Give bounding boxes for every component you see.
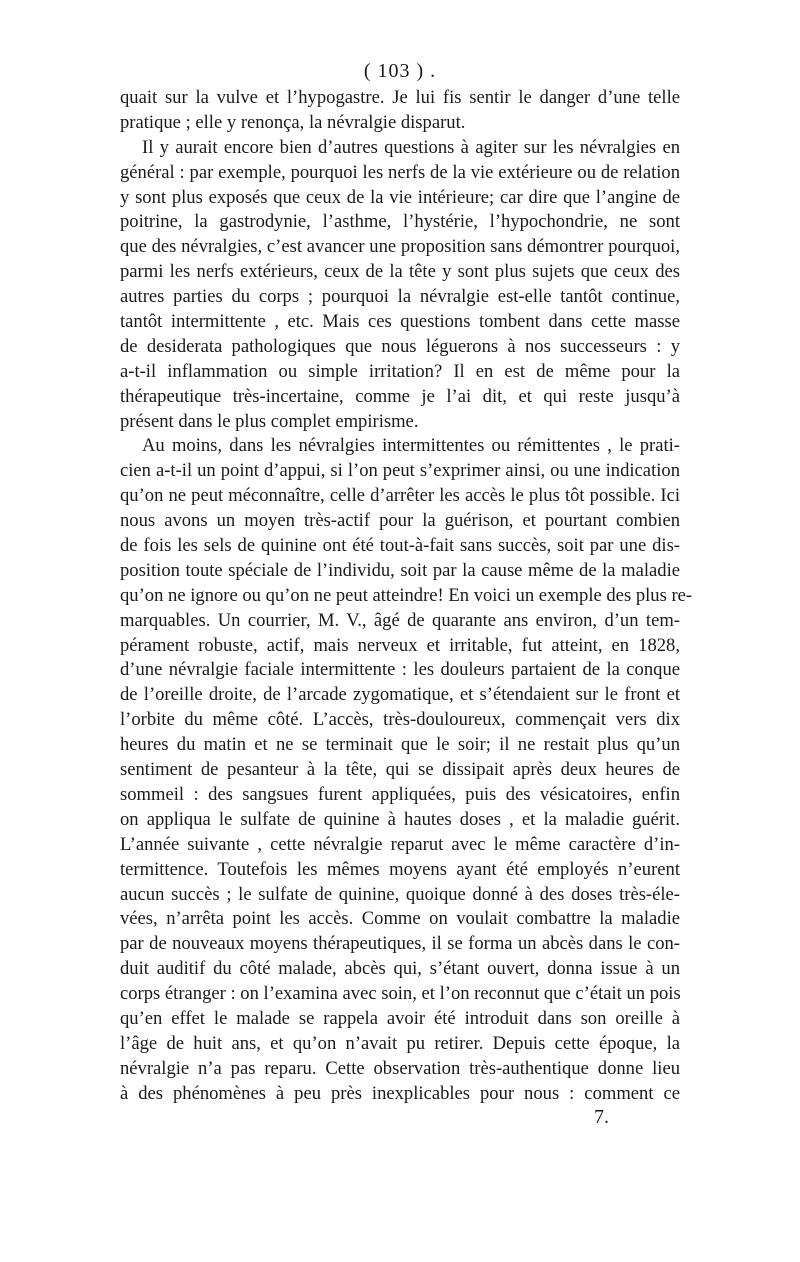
text-line: Il y aurait encore bien d’autres questions à agiter sur les névralgies en: [142, 136, 680, 158]
text-line: vées, n’arrêta point les accès. Comme on voulait combattre la maladie: [120, 908, 680, 930]
text-line: névralgie n’a pas reparu. Cette observation très-authentique donne lieu: [120, 1057, 680, 1079]
text-line: a-t-il inflammation ou simple irritation? Il en est de même pour la: [120, 360, 680, 382]
text-line: cien a-t-il un point d’appui, si l’on peut s’exprimer ainsi, ou une indication: [120, 460, 680, 482]
text-line: l’orbite du même côté. L’accès, très-douloureux, commençait vers dix: [120, 709, 680, 731]
text-line: tantôt intermittente , etc. Mais ces questions tombent dans cette masse: [120, 311, 680, 333]
text-line: pérament robuste, actif, mais nerveux et irritable, fut atteint, en 1828,: [120, 634, 680, 656]
text-line: position toute spéciale de l’individu, soit par la cause même de la maladie: [120, 559, 680, 581]
text-line: y sont plus exposés que ceux de la vie intérieure; car dire que l’angine de: [120, 186, 680, 208]
text-line: de desiderata pathologiques que nous léguerons à nos successeurs : y: [120, 335, 680, 357]
text-line: de l’oreille droite, de l’arcade zygomatique, et s’étendaient sur le front et: [120, 684, 680, 706]
text-line: que des névralgies, c’est avancer une proposition sans démontrer pourquoi,: [120, 236, 680, 258]
text-line: corps étranger : on l’examina avec soin, et l’on reconnut que c’était un pois: [120, 983, 681, 1005]
text-line: duit auditif du côté malade, abcès qui, s’étant ouvert, donna issue à un: [120, 958, 680, 980]
text-line: nous avons un moyen très-actif pour la guérison, et pourtant combien: [120, 510, 680, 532]
text-line: par de nouveaux moyens thérapeutiques, il se forma un abcès dans le con-: [120, 933, 680, 955]
text-line: Au moins, dans les névralgies intermittentes ou rémittentes , le prati-: [142, 435, 680, 457]
text-line: sentiment de pesanteur à la tête, qui se dissipait après deux heures de: [120, 759, 680, 781]
text-line: parmi les nerfs extérieurs, ceux de la tête y sont plus sujets que ceux des: [120, 261, 680, 283]
page-body: [120, 86, 693, 1107]
page-number-header: ( 103 ) .: [363, 60, 437, 82]
text-line: heures du matin et ne se terminait que le soir; il ne restait plus qu’un: [120, 734, 680, 756]
text-line: aucun succès ; le sulfate de quinine, quoique donné à des doses très-éle-: [120, 883, 680, 905]
text-line: d’une névralgie faciale intermittente : les douleurs partaient de la conque: [120, 659, 680, 681]
text-line: général : par exemple, pourquoi les nerfs de la vie extérieure ou de relation: [120, 161, 680, 183]
text-line: l’âge de huit ans, et qu’on n’avait pu retirer. Depuis cette époque, la: [120, 1032, 680, 1054]
text-line: marquables. Un courrier, M. V., âgé de quarante ans environ, d’un tem-: [120, 609, 680, 631]
text-line: L’année suivante , cette névralgie reparut avec le même caractère d’in-: [120, 833, 680, 855]
text-line: pratique ; elle y renonça, la névralgie disparut.: [120, 111, 466, 133]
text-line: qu’on ne ignore ou qu’on ne peut atteindre! En voici un exemple des plus re-: [120, 584, 693, 606]
text-line: de fois les sels de quinine ont été tout-à-fait sans succès, soit par une dis-: [120, 535, 680, 557]
signature-mark: 7.: [594, 1106, 609, 1128]
text-line: autres parties du corps ; pourquoi la névralgie est-elle tantôt continue,: [120, 286, 680, 308]
text-line: présent dans le plus complet empirisme.: [120, 410, 419, 432]
text-line: thérapeutique très-incertaine, comme je l’ai dit, et qui reste jusqu’à: [120, 385, 680, 407]
text-line: sommeil : des sangsues furent appliquées, puis des vésicatoires, enfin: [120, 783, 680, 805]
text-line: qu’en effet le malade se rappela avoir été introduit dans son oreille à: [120, 1007, 680, 1029]
text-line: termittence. Toutefois les mêmes moyens ayant été employés n’eurent: [120, 858, 680, 880]
text-line: on appliqua le sulfate de quinine à hautes doses , et la maladie guérit.: [120, 808, 680, 830]
text-line: poitrine, la gastrodynie, l’asthme, l’hystérie, l’hypochondrie, ne sont: [120, 211, 680, 233]
text-line: qu’on ne peut méconnaître, celle d’arrêter les accès le plus tôt possible. Ici: [120, 485, 680, 507]
text-line: à des phénomènes à peu près inexplicables pour nous : comment ce: [120, 1082, 680, 1104]
text-line: quait sur la vulve et l’hypogastre. Je lui fis sentir le danger d’une telle: [120, 87, 680, 108]
